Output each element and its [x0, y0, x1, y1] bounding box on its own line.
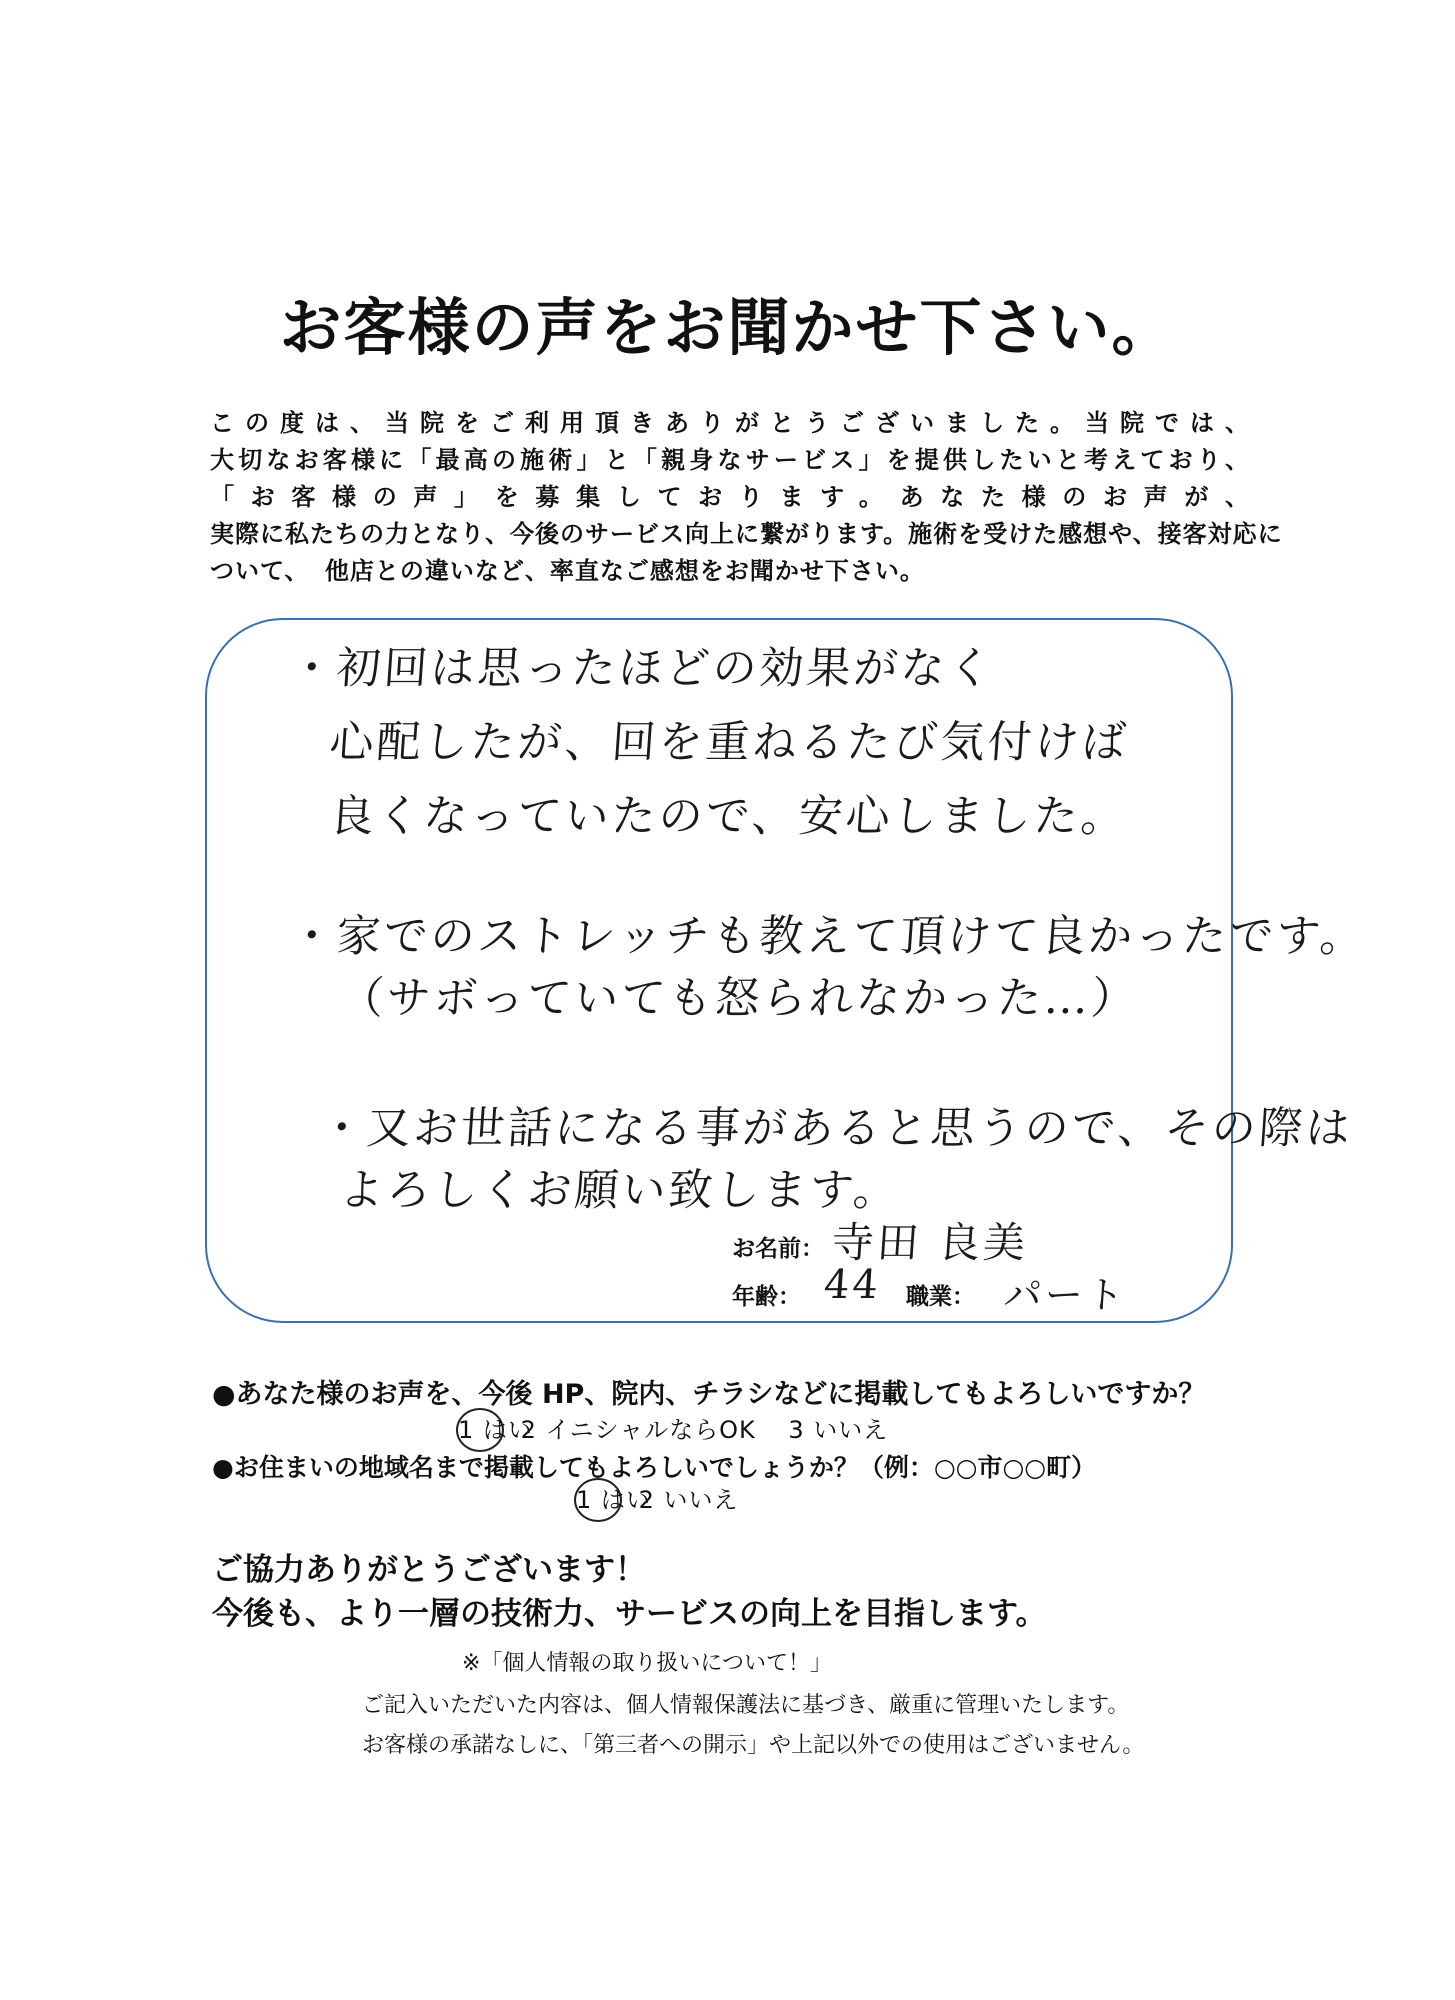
handwritten-line: 良くなっていたので、安心しました。 — [327, 791, 1130, 842]
intro-line: 「お客様の声」を募集しております。あなた様のお声が、 — [210, 483, 1250, 511]
thanks-line: ご協力ありがとうございます！ — [212, 1552, 646, 1588]
privacy-line: ご記入いただいた内容は、個人情報保護法に基づき、厳重に管理いたします。 — [362, 1693, 1130, 1718]
intro-line: ついて、 他店との違いなど、率直なご感想をお聞かせ下さい。 — [210, 557, 925, 585]
publish-options — [456, 1408, 888, 1452]
option[interactable]: 2 イニシャルならOK — [520, 1416, 756, 1444]
age-value: 44 — [822, 1262, 883, 1308]
area-options — [574, 1478, 739, 1522]
handwritten-line: ・初回は思ったほどの効果がなく — [287, 643, 997, 694]
intro-line: 実際に私たちの力となり、今後のサービス向上に繋がります。施術を受けた感想や、接客対応に — [210, 520, 1283, 548]
selected-circle[interactable]: 1 はい — [456, 1408, 504, 1452]
option[interactable]: 2 いいえ — [638, 1486, 739, 1514]
intro-line: 大切なお客様に「最高の施術」と「親身なサービス」を提供したいと考えており、 — [210, 446, 1250, 474]
job-value: パート — [1002, 1273, 1129, 1317]
page-title: お客様の声をお聞かせ下さい。 — [279, 291, 1176, 364]
thanks-line: 今後も、より一層の技術力、サービスの向上を目指します。 — [212, 1596, 1047, 1632]
question-area: ●お住まいの地域名まで掲載してもよろしいでしょうか？（例：○○市○○町） — [212, 1453, 1097, 1482]
selected-circle[interactable]: 1 はい — [574, 1478, 622, 1522]
intro-paragraph — [210, 405, 1283, 590]
job-label: 職業： — [906, 1284, 975, 1310]
name-value: 寺田 良美 — [830, 1218, 1030, 1267]
privacy-line: お客様の承諾なしに、「第三者への開示」や上記以外での使用はございません。 — [362, 1733, 1145, 1758]
question-publish: ●あなた様のお声を、今後 HP、院内、チラシなどに掲載してもよろしいですか？ — [212, 1379, 1206, 1410]
handwritten-line: ・又お世話になる事があると思うので、その際は — [317, 1103, 1355, 1154]
handwritten-line: （サボっていても怒られなかった…） — [337, 973, 1141, 1024]
age-label: 年齢： — [732, 1284, 801, 1310]
privacy-heading: ※「個人情報の取り扱いについて！」 — [462, 1651, 832, 1676]
handwritten-line: 心配したが、回を重ねるたび気付けば — [327, 717, 1131, 768]
handwritten-line: よろしくお願い致します。 — [337, 1165, 902, 1216]
intro-line: この度は、当院をご利用頂きありがとうございました。当院では、 — [210, 409, 1250, 437]
name-label: お名前： — [732, 1236, 824, 1262]
handwritten-line: ・家でのストレッチも教えて頂けて良かったです。 — [287, 911, 1369, 962]
option[interactable]: 3 いいえ — [788, 1416, 889, 1444]
